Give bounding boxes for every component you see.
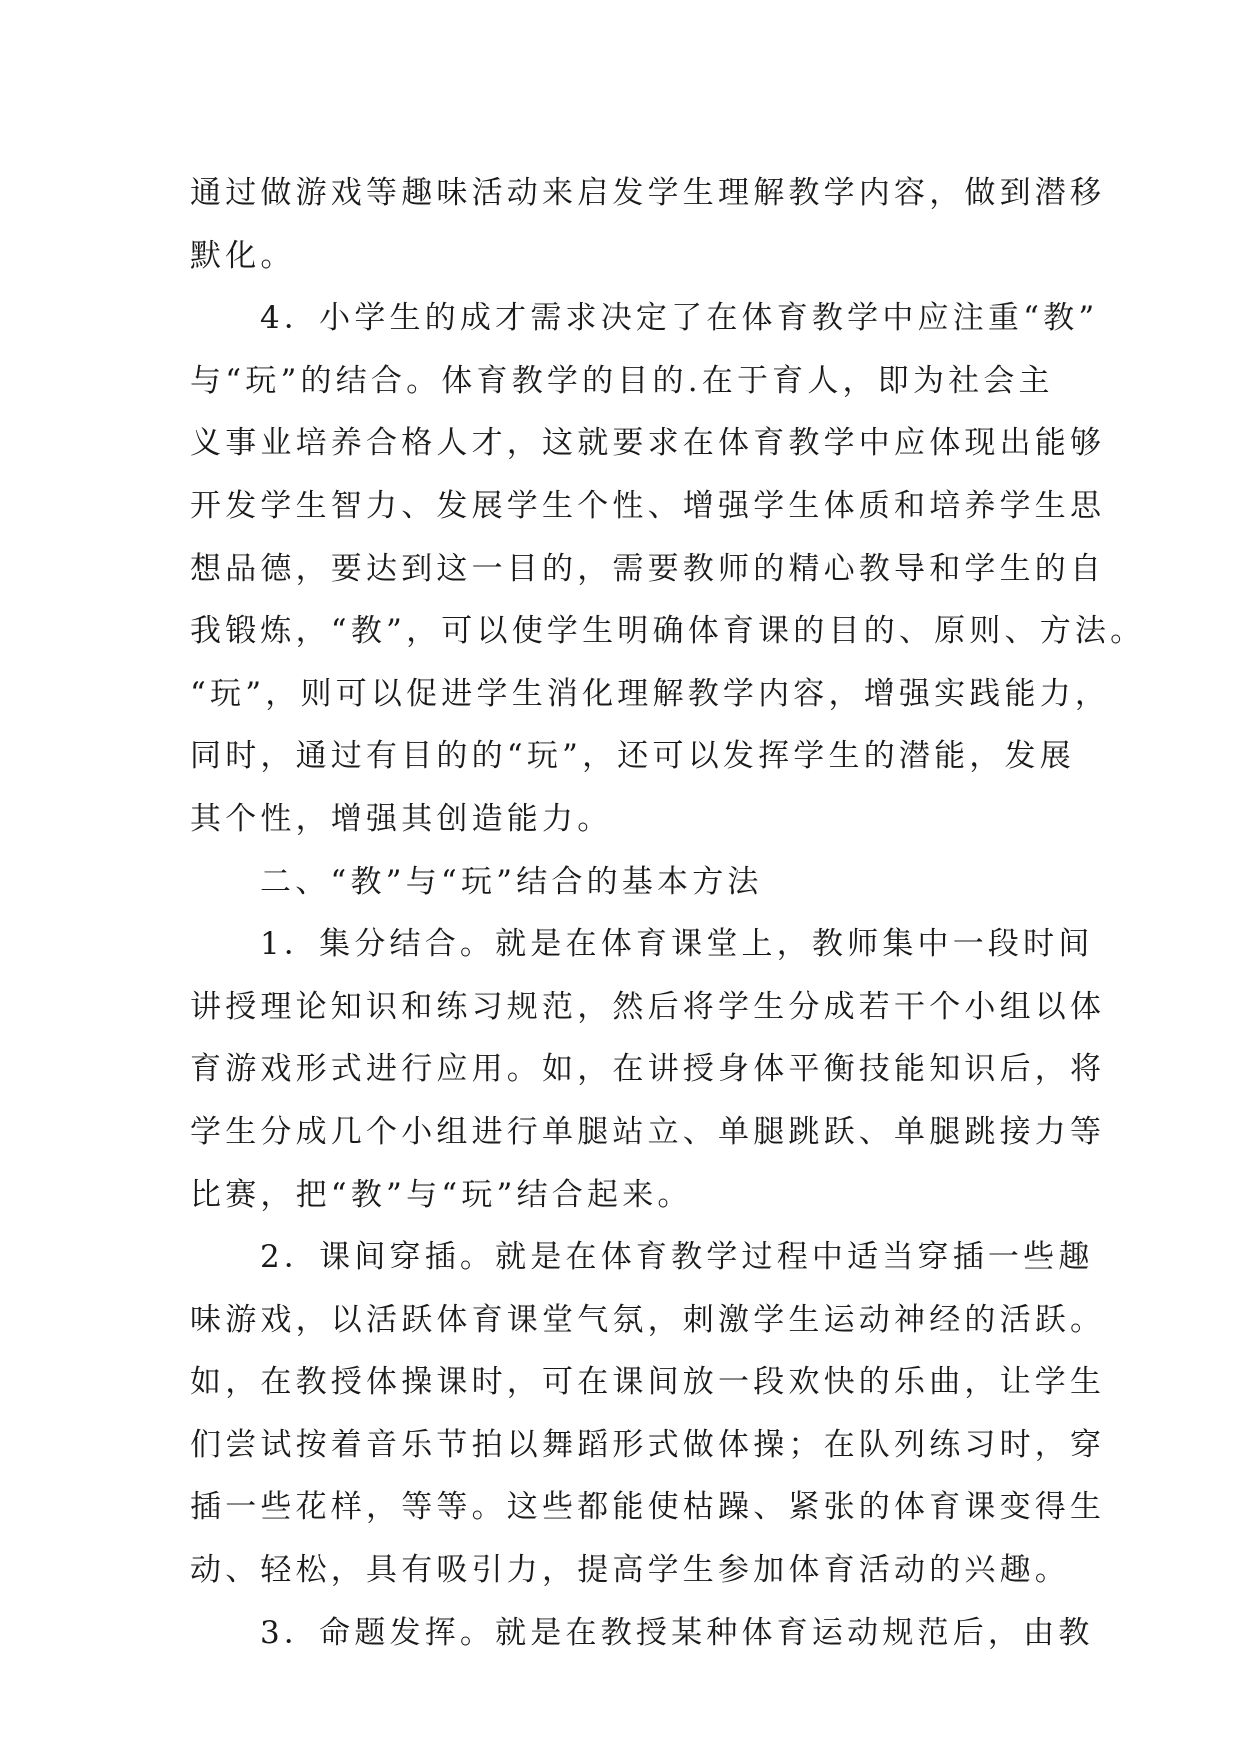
text-line: 我锻炼，“教”，可以使学生明确体育课的目的、原则、方法。 (190, 613, 1146, 650)
text-line: 味游戏，以活跃体育课堂气氛，刺激学生运动神经的活跃。 (190, 1301, 1106, 1338)
text-line: 通过做游戏等趣味活动来启发学生理解教学内容，做到潜移 (190, 175, 1106, 211)
paragraph-start-line: 3．命题发挥。就是在教授某种体育运动规范后，由教 (260, 1614, 1094, 1651)
text-line: 开发学生智力、发展学生个性、增强学生体质和培养学生思 (190, 487, 1106, 524)
text-line: 默化。 (190, 237, 296, 274)
text-line: 育游戏形式进行应用。如，在讲授身体平衡技能知识后，将 (190, 1051, 1106, 1088)
text-line: 与“玩”的结合。体育教学的目的.在于育人，即为社会主 (190, 362, 1054, 399)
text-line: 其个性，增强其创造能力。 (190, 800, 613, 837)
paragraph-start-line: 1．集分结合。就是在体育课堂上，教师集中一段时间 (260, 926, 1094, 963)
text-line: 学生分成几个小组进行单腿站立、单腿跳跃、单腿跳接力等 (190, 1113, 1106, 1150)
text-line: 如，在教授体操课时，可在课间放一段欢快的乐曲，让学生 (190, 1364, 1106, 1401)
text-line: 讲授理论知识和练习规范，然后将学生分成若干个小组以体 (190, 988, 1106, 1025)
section-heading: 二、“教”与“玩”结合的基本方法 (260, 863, 763, 900)
text-line: 动、轻松，具有吸引力，提高学生参加体育活动的兴趣。 (190, 1552, 1070, 1589)
paragraph-start-line: 2．课间穿插。就是在体育教学过程中适当穿插一些趣 (260, 1239, 1094, 1276)
text-line: 同时，通过有目的的“玩”，还可以发挥学生的潜能，发展 (190, 738, 1075, 775)
document-body (190, 162, 1146, 1664)
paragraph-start-line: 4．小学生的成才需求决定了在体育教学中应注重“教” (260, 300, 1099, 337)
text-line: 们尝试按着音乐节拍以舞蹈形式做体操；在队列练习时，穿 (190, 1426, 1106, 1463)
text-line: 义事业培养合格人才，这就要求在体育教学中应体现出能够 (190, 425, 1106, 462)
text-line: 比赛，把“教”与“玩”结合起来。 (190, 1176, 693, 1213)
text-line: 想品德，要达到这一目的，需要教师的精心教导和学生的自 (190, 550, 1106, 587)
text-line: “玩”，则可以促进学生消化理解教学内容，增强实践能力， (190, 675, 1111, 712)
text-line: 插一些花样，等等。这些都能使枯躁、紧张的体育课变得生 (190, 1489, 1106, 1526)
